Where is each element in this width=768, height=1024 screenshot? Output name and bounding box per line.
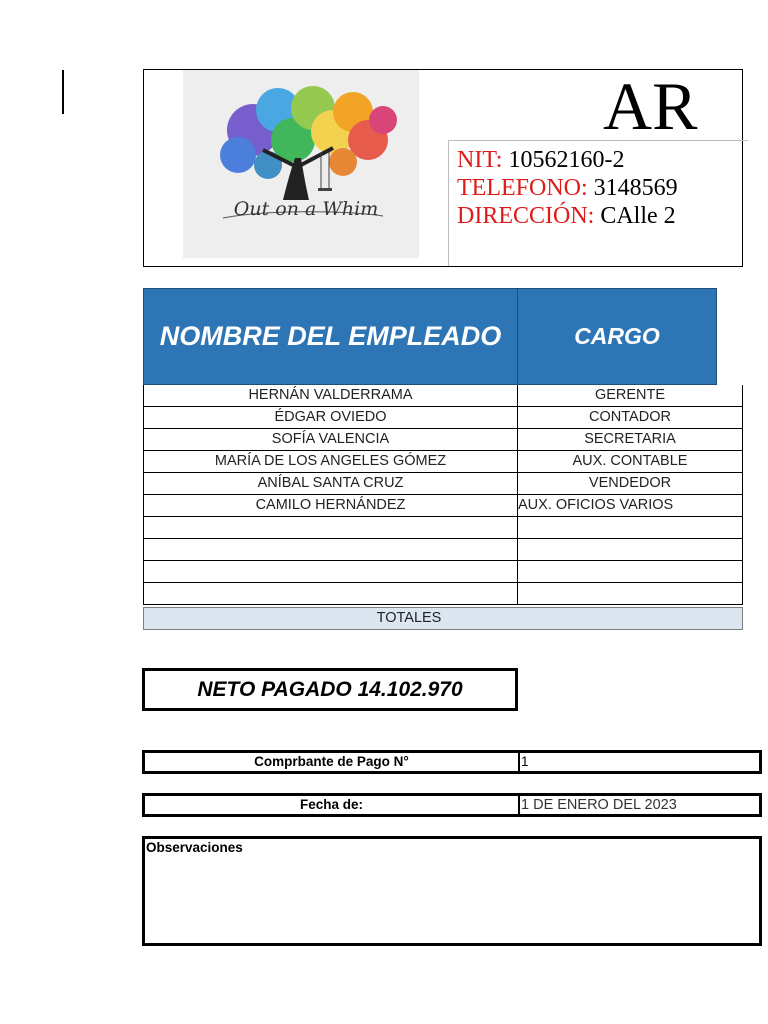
cell-name[interactable]: CAMILO HERNÁNDEZ <box>143 495 518 517</box>
observaciones-box[interactable] <box>142 836 762 946</box>
cell-name[interactable] <box>143 539 518 561</box>
cell-name[interactable]: ÉDGAR OVIEDO <box>143 407 518 429</box>
cell-cargo[interactable] <box>518 517 743 539</box>
fecha-label: Fecha de: <box>145 796 520 814</box>
phone-line <box>457 174 678 202</box>
cell-name[interactable]: ANÍBAL SANTA CRUZ <box>143 473 518 495</box>
cell-cargo[interactable]: VENDEDOR <box>518 473 743 495</box>
phone-label: TELEFONO: <box>457 175 588 201</box>
nit-value: 10562160-2 <box>502 147 625 173</box>
address-label: DIRECCIÓN: <box>457 203 595 229</box>
cell-cargo[interactable]: GERENTE <box>518 385 743 407</box>
nit-label: NIT: <box>457 147 503 173</box>
cell-name[interactable]: SOFÍA VALENCIA <box>143 429 518 451</box>
cell-name[interactable] <box>143 583 518 605</box>
column-header-name: NOMBRE DEL EMPLEADO <box>143 288 518 385</box>
cell-name[interactable] <box>143 517 518 539</box>
tree-logo-icon <box>183 70 419 258</box>
totals-label: TOTALES <box>376 610 442 626</box>
observaciones-label: Observaciones <box>146 840 243 855</box>
table-row <box>143 385 743 407</box>
nit-line <box>457 146 624 174</box>
totals-row[interactable] <box>143 607 743 630</box>
cell-cargo[interactable]: CONTADOR <box>518 407 743 429</box>
cell-name[interactable] <box>143 561 518 583</box>
employee-table-body <box>143 385 743 605</box>
cell-cargo[interactable] <box>518 561 743 583</box>
table-row <box>143 407 743 429</box>
company-title: AR <box>603 68 698 144</box>
table-row <box>143 517 743 539</box>
address-line <box>457 202 676 230</box>
fecha-value[interactable]: 1 DE ENERO DEL 2023 <box>521 797 677 813</box>
neto-pagado-box[interactable]: NETO PAGADO 14.102.970 <box>142 668 518 711</box>
logo-script-text: Out on a Whim <box>233 198 379 220</box>
column-header-cargo: CARGO <box>517 288 717 385</box>
phone-value: 3148569 <box>587 175 678 201</box>
cell-cargo[interactable]: AUX. CONTABLE <box>518 451 743 473</box>
cell-name[interactable]: HERNÁN VALDERRAMA <box>143 385 518 407</box>
table-row <box>143 561 743 583</box>
table-row <box>143 473 743 495</box>
table-row <box>143 451 743 473</box>
table-row <box>143 583 743 605</box>
table-row <box>143 539 743 561</box>
cell-cargo[interactable] <box>518 539 743 561</box>
cell-cargo[interactable]: AUX. OFICIOS VARIOS <box>518 495 743 517</box>
company-logo <box>183 70 419 258</box>
comprobante-value[interactable]: 1 <box>521 754 529 769</box>
table-row <box>143 495 743 517</box>
comprobante-label: Comprbante de Pago N° <box>145 753 520 771</box>
cell-cargo[interactable] <box>518 583 743 605</box>
comprobante-row <box>142 750 762 774</box>
fecha-row <box>142 793 762 817</box>
table-row <box>143 429 743 451</box>
address-value: CAlle 2 <box>594 203 676 229</box>
cell-cargo[interactable]: SECRETARIA <box>518 429 743 451</box>
cell-name[interactable]: MARÍA DE LOS ANGELES GÓMEZ <box>143 451 518 473</box>
